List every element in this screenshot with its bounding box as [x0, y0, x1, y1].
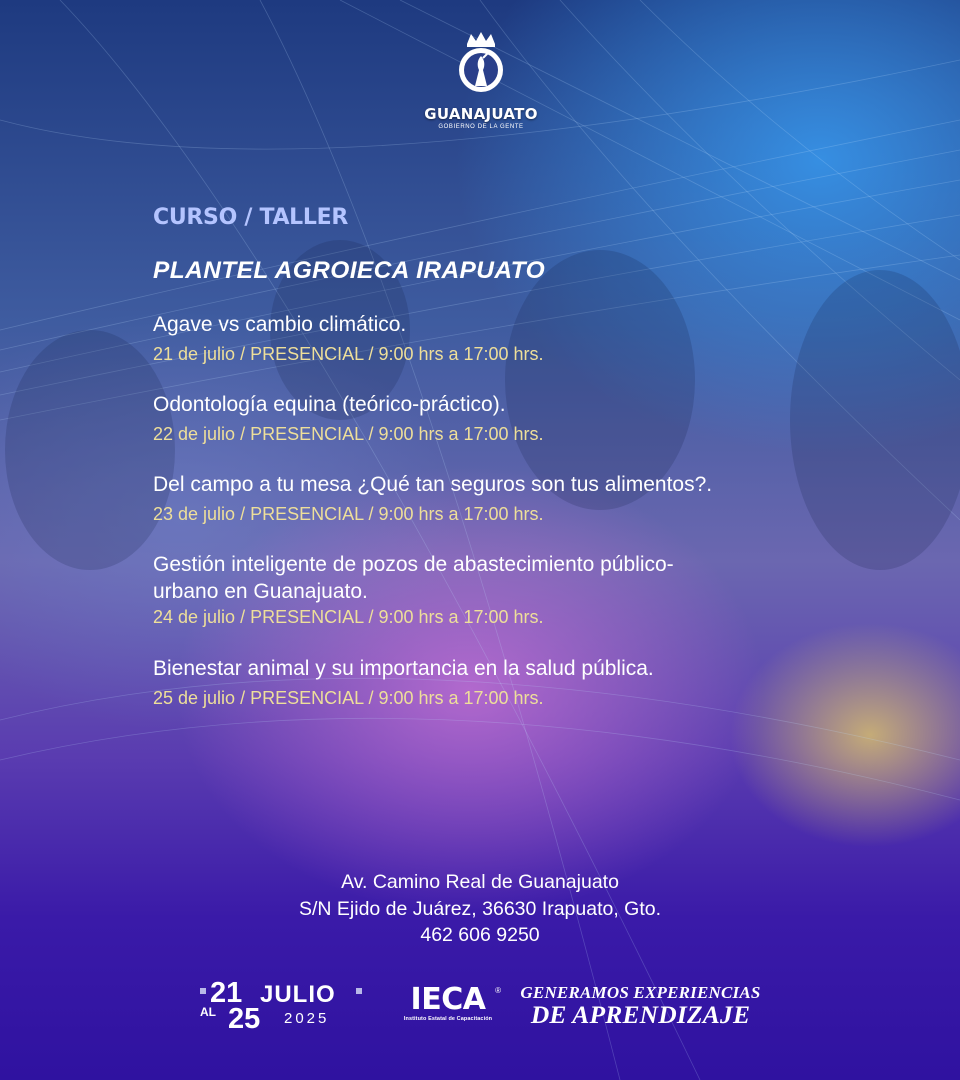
course-schedule: 23 de julio / PRESENCIAL / 9:00 hrs a 17:00 hrs. — [153, 504, 544, 524]
course-title-line: urbano en Guanajuato. — [153, 580, 368, 603]
course-item — [153, 551, 853, 629]
course-item — [153, 655, 853, 710]
slogan — [518, 983, 763, 1028]
course-title: Odontología equina (teórico-práctico). — [153, 393, 506, 416]
venue-address — [0, 869, 960, 949]
ieca-logo — [393, 984, 503, 1026]
date-end: 25 — [228, 1003, 261, 1035]
course-item — [153, 471, 853, 526]
ieca-wordmark: IECA — [410, 982, 486, 1017]
course-title-line: Gestión inteligente de pozos de abastecimiento público- — [153, 553, 674, 576]
guanajuato-logo — [421, 30, 541, 140]
course-title: Agave vs cambio climático. — [153, 313, 407, 336]
date-connector: AL — [200, 1005, 216, 1019]
slogan-line: GENERAMOS EXPERIENCIAS — [520, 983, 761, 1002]
logo-name: GUANAJUATO — [424, 105, 538, 123]
phone-number: 462 606 9250 — [420, 924, 540, 946]
event-type-label: CURSO / TALLER — [153, 205, 348, 230]
course-schedule: 25 de julio / PRESENCIAL / 9:00 hrs a 17:00 hrs. — [153, 688, 544, 708]
course-schedule: 24 de julio / PRESENCIAL / 9:00 hrs a 17:00 hrs. — [153, 607, 544, 627]
course-item — [153, 311, 853, 366]
registered-mark: ® — [495, 986, 501, 995]
slogan-line: DE APRENDIZAJE — [530, 1000, 751, 1029]
course-item — [153, 391, 853, 446]
address-line: Av. Camino Real de Guanajuato — [341, 871, 619, 893]
date-month: JULIO — [260, 981, 336, 1008]
address-line: S/N Ejido de Juárez, 36630 Irapuato, Gto. — [298, 897, 662, 920]
course-schedule: 22 de julio / PRESENCIAL / 9:00 hrs a 17:00 hrs. — [153, 424, 544, 444]
course-title: Bienestar animal y su importancia en la salud pública. — [153, 657, 654, 680]
square-bullet-icon — [200, 988, 206, 994]
event-date-badge — [198, 977, 368, 1037]
date-start: 21 — [210, 977, 243, 1009]
ieca-subtitle: Instituto Estatal de Capacitación — [403, 1016, 493, 1022]
logo-tagline: GOBIERNO DE LA GENTE — [438, 124, 524, 130]
course-schedule: 21 de julio / PRESENCIAL / 9:00 hrs a 17:00 hrs. — [153, 344, 544, 364]
course-title: Del campo a tu mesa ¿Qué tan seguros son tus alimentos?. — [153, 473, 713, 496]
square-bullet-icon — [356, 988, 362, 994]
campus-title: PLANTEL AGROIECA IRAPUATO — [153, 257, 546, 284]
crowned-seal-icon — [455, 30, 507, 94]
date-year: 2025 — [284, 1010, 330, 1027]
